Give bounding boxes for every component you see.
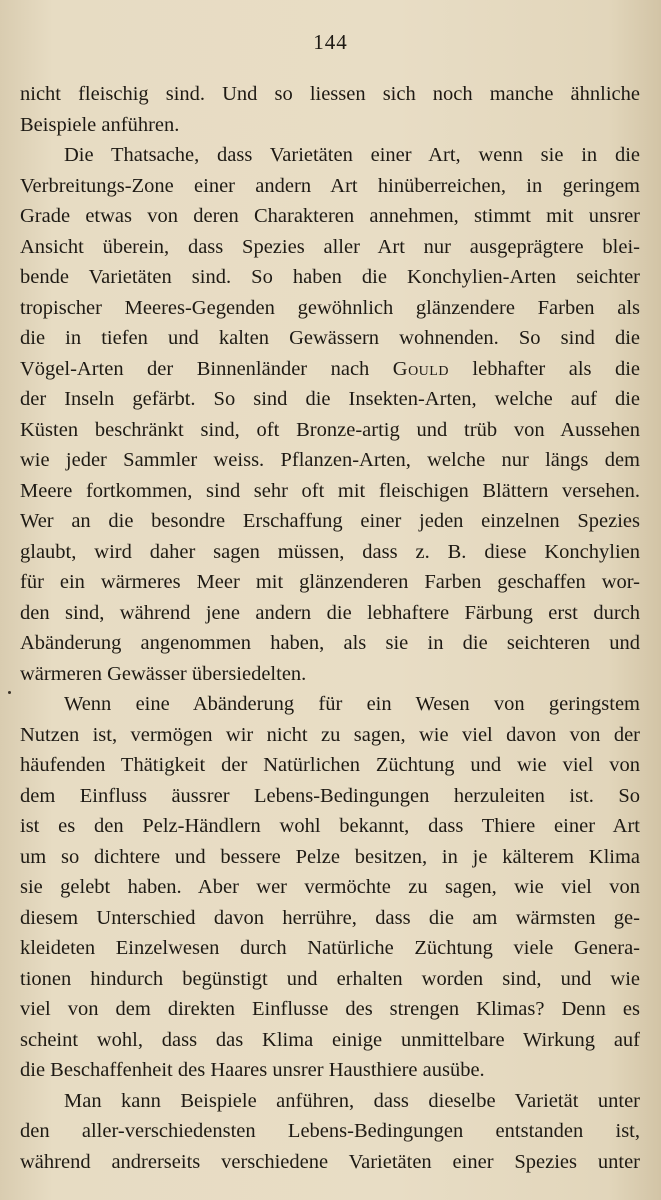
text-line: um so dichtere und bessere Pelze besitzen, in je kälterem Klima (20, 845, 640, 868)
text-line: dem Einfluss äussrer Lebens-Bedingungen herzuleiten ist. So (20, 784, 640, 807)
text-line: tionen hindurch begünstigt und erhalten worden sind, und wie (20, 967, 640, 990)
text-line: viel von dem direkten Einflusse des strengen Klimas? Denn es (20, 998, 640, 1020)
text-line: kleideten Einzelwesen durch Natürliche Züchtung viele Genera- (20, 937, 640, 959)
text-line: diesem Unterschied davon herrühre, dass die am wärmsten ge- (20, 906, 640, 929)
text-line: der Inseln gefärbt. So sind die Insekten-Arten, welche auf die (20, 388, 640, 410)
text-line: die in tiefen und kalten Gewässern wohnenden. So sind die (20, 327, 640, 349)
text-line: glaubt, wird daher sagen müssen, dass z. B. diese Konchylien (20, 540, 640, 563)
body-text (20, 79, 640, 1177)
text-line: häufenden Thätigkeit der Natürlichen Züchtung und wie viel von (20, 754, 640, 776)
text-line: wärmeren Gewässer übersiedelten. (20, 662, 307, 685)
text-line: ist es den Pelz-Händlern wohl bekannt, dass Thiere einer Art (20, 815, 640, 837)
text-line: die Beschaffenheit des Haares unsrer Hausthiere ausübe. (20, 1059, 485, 1081)
text-line: Meere fortkommen, sind sehr oft mit fleischigen Blättern versehen. (20, 479, 640, 502)
text-line: bende Varietäten sind. So haben die Konchylien-Arten seichter (20, 266, 640, 288)
text-line: wie jeder Sammler weiss. Pflanzen-Arten, welche nur längs dem (20, 449, 640, 471)
text-line: für ein wärmeres Meer mit glänzenderen Farben geschaffen wor- (20, 571, 640, 593)
text-line: sie gelebt haben. Aber wer vermöchte zu sagen, wie viel von (20, 876, 640, 898)
text-line: Verbreitungs-Zone einer andern Art hinüberreichen, in geringem (20, 174, 640, 197)
text-line: Beispiele anführen. (20, 113, 180, 136)
text-line: Grade etwas von deren Charakteren annehmen, stimmt mit unsrer (20, 205, 640, 227)
text-line: scheint wohl, dass das Klima einige unmittelbare Wirkung auf (20, 1028, 640, 1051)
text-line: Wenn eine Abänderung für ein Wesen von geringstem (64, 693, 640, 715)
text-line: tropischer Meeres-Gegenden gewöhnlich glänzendere Farben als (20, 296, 640, 319)
author-name: Gould (392, 357, 449, 380)
text-line: den aller-verschiedensten Lebens-Bedingungen entstanden ist, (20, 1120, 640, 1142)
margin-mark (8, 691, 11, 694)
text-line: Abänderung angenommen haben, als sie in die seichteren und (20, 632, 640, 654)
page-number: 144 (313, 30, 348, 54)
text-line: den sind, während jene andern die lebhaftere Färbung erst durch (20, 601, 640, 624)
text-line: Man kann Beispiele anführen, dass dieselbe Varietät unter (64, 1089, 640, 1112)
text-line: Nutzen ist, vermögen wir nicht zu sagen, wie viel davon von der (20, 723, 640, 746)
text-line: Küsten beschränkt sind, oft Bronze-artig und trüb von Aussehen (20, 418, 640, 441)
text-line: Die Thatsache, dass Varietäten einer Art, wenn sie in die (64, 144, 640, 166)
text-line: Ansicht überein, dass Spezies aller Art nur ausgeprägtere blei- (20, 235, 640, 258)
text-line: während andrerseits verschiedene Varietäten einer Spezies unter (20, 1150, 640, 1173)
text-line: Vögel-Arten der Binnenländer nach Gould lebhafter als die (20, 357, 640, 380)
text-line: nicht fleischig sind. Und so liessen sich noch manche ähnliche (20, 83, 640, 105)
text-line: Wer an die besondre Erschaffung einer jeden einzelnen Spezies (20, 510, 640, 532)
